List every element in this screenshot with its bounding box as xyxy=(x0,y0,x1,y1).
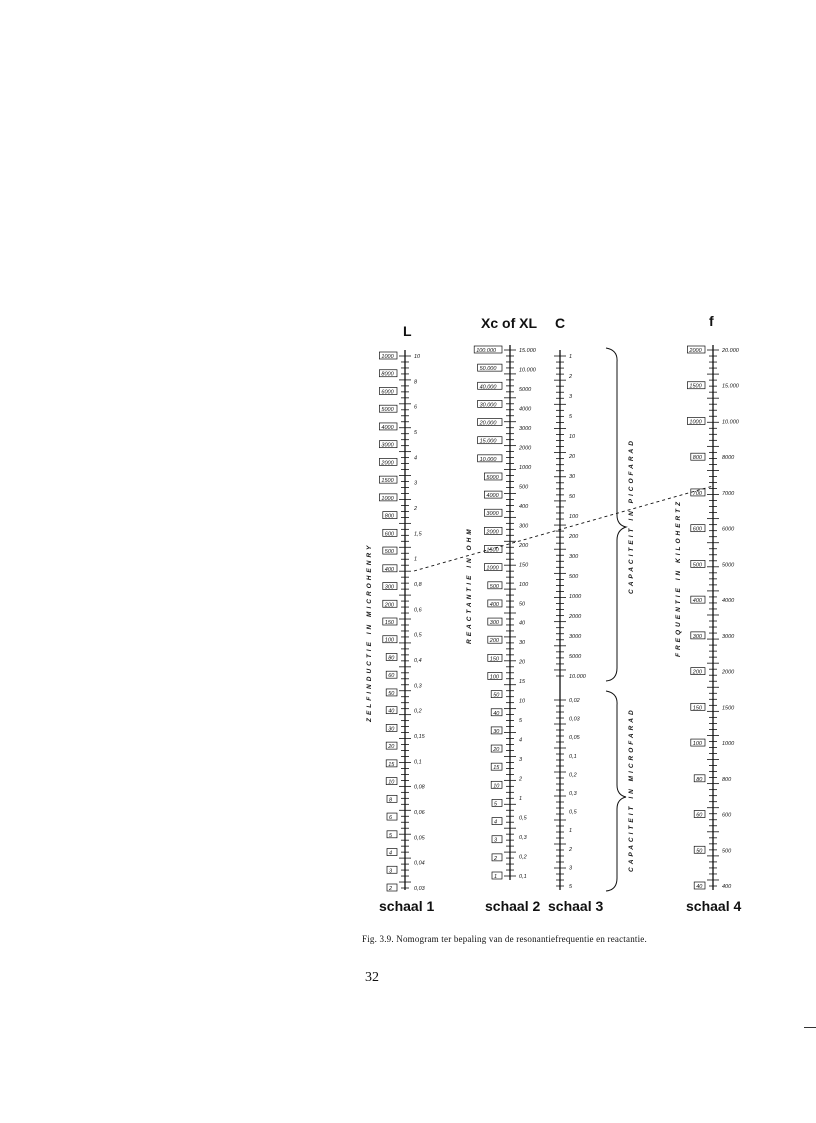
boxed-label: 200 xyxy=(489,638,499,645)
boxed-label: 40.000 xyxy=(479,384,497,391)
boxed-label: 2000 xyxy=(689,348,702,354)
boxed-label: 150 xyxy=(384,620,394,626)
tick-label: 3000 xyxy=(722,633,735,640)
side-title-f: FREQUENTIE IN KILOHERTZ xyxy=(675,498,682,657)
tick-label: 5000 xyxy=(722,562,735,569)
boxed-label: 40 xyxy=(696,884,703,890)
tick-label: 5000 xyxy=(519,386,532,393)
tick-label: 0,5 xyxy=(519,815,527,822)
tick-label: 10 xyxy=(519,698,526,705)
tick-label: 0,05 xyxy=(414,835,425,842)
tick-label: 0,04 xyxy=(414,860,425,867)
tick-label: 2 xyxy=(569,846,573,853)
side-title-L: ZELFINDUCTIE IN MICROHENRY xyxy=(366,542,373,722)
boxed-label: 500 xyxy=(384,549,394,556)
tick-label: 0,6 xyxy=(414,607,422,614)
boxed-label: 4000 xyxy=(486,493,499,500)
side-title-C-pico: CAPACITEIT IN PICOFARAD xyxy=(628,438,635,594)
tick-label: 3 xyxy=(519,757,523,764)
boxed-label: 10.000 xyxy=(479,456,497,463)
boxed-label: 300 xyxy=(692,633,702,640)
boxed-label: 2000 xyxy=(486,529,499,536)
tick-label: 5 xyxy=(569,414,573,420)
boxed-label: 300 xyxy=(489,620,499,627)
boxed-label: 5000 xyxy=(381,407,394,414)
boxed-label: 50.000 xyxy=(479,366,497,373)
boxed-label: 50 xyxy=(388,690,395,697)
boxed-label: 5000 xyxy=(486,474,499,481)
brace-picofarad xyxy=(606,348,626,681)
scale-ticks xyxy=(399,350,719,888)
tick-label: 1,5 xyxy=(414,531,422,538)
boxed-label: 10 xyxy=(493,783,500,790)
boxed-label: 1000 xyxy=(381,354,394,360)
tick-label: 3000 xyxy=(569,634,582,640)
tick-label: 2 xyxy=(519,776,523,783)
tick-label: 20 xyxy=(519,659,526,666)
heading-f: f xyxy=(709,313,714,329)
tick-label: 0,03 xyxy=(414,886,425,892)
tick-label: 10.000 xyxy=(722,419,739,426)
tick-label: 600 xyxy=(722,812,732,819)
heading-X: Xc of XL xyxy=(481,315,538,331)
tick-label: 1000 xyxy=(519,464,532,471)
boxed-label: 1000 xyxy=(689,419,702,426)
boxed-label: 4000 xyxy=(381,424,394,431)
tick-label: 500 xyxy=(722,848,732,855)
tick-label: 6 xyxy=(414,404,418,411)
heading-C: C xyxy=(555,315,566,331)
scan-edge-mark xyxy=(804,1027,816,1028)
tick-label: 4000 xyxy=(519,406,532,413)
heading-L: L xyxy=(403,323,412,339)
tick-label: 5 xyxy=(519,718,523,725)
tick-label: 0,06 xyxy=(414,810,425,816)
boxed-label: 600 xyxy=(692,526,702,533)
scale-name-2: schaal 2 xyxy=(485,898,541,914)
tick-label: 0,1 xyxy=(569,753,577,760)
tick-label: 15.000 xyxy=(722,383,739,390)
tick-label: 6000 xyxy=(722,526,735,533)
boxed-label: 60 xyxy=(696,812,703,819)
tick-label: 1000 xyxy=(569,594,582,600)
page-number: 32 xyxy=(365,970,379,985)
tick-label: 3 xyxy=(414,480,418,487)
tick-label: 1 xyxy=(569,828,573,835)
boxed-label: 15.000 xyxy=(479,438,497,445)
boxed-label: 80 xyxy=(388,655,395,662)
boxed-label: 400 xyxy=(489,601,499,608)
tick-label: 4 xyxy=(414,455,418,462)
boxed-label: 300 xyxy=(384,584,394,591)
tick-label: 150 xyxy=(519,562,529,569)
boxed-label: 2 xyxy=(494,855,498,862)
tick-label: 0,3 xyxy=(569,791,577,797)
boxed-label: 30.000 xyxy=(479,402,497,409)
tick-label: 300 xyxy=(569,554,579,560)
tick-label: 1 xyxy=(519,796,523,803)
boxed-label: 6 xyxy=(389,815,393,822)
boxed-label: 20 xyxy=(388,744,395,751)
boxed-label: 800 xyxy=(692,455,702,462)
tick-label: 30 xyxy=(569,474,576,480)
side-title-X: REACTANTIE IN OHM xyxy=(466,526,473,644)
tick-label: 0,1 xyxy=(519,874,527,880)
tick-label: 5000 xyxy=(569,654,582,660)
boxed-label: 40 xyxy=(493,710,500,717)
boxed-label: 30 xyxy=(493,728,500,735)
tick-label: 100 xyxy=(569,514,579,520)
boxed-label: 1000 xyxy=(486,565,499,572)
boxed-label: 2000 xyxy=(381,460,394,467)
boxed-label: 500 xyxy=(489,583,499,590)
tick-label: 10 xyxy=(569,434,576,440)
tick-label: 15 xyxy=(519,679,526,686)
tick-label: 20.000 xyxy=(722,348,739,354)
boxed-label: 1 xyxy=(494,874,498,880)
boxed-label: 100 xyxy=(489,674,499,681)
boxed-label: 100 xyxy=(384,637,394,644)
tick-label: 800 xyxy=(722,776,732,783)
tick-label: 8 xyxy=(414,379,418,386)
boxed-label: 400 xyxy=(692,598,702,605)
tick-label: 1000 xyxy=(722,741,735,748)
boxed-label: 100 xyxy=(692,741,702,748)
tick-label: 4000 xyxy=(722,598,735,605)
boxed-label: 10 xyxy=(388,779,395,786)
tick-label: 5 xyxy=(414,430,418,436)
boxed-label: 1500 xyxy=(381,478,394,485)
boxed-label: 50 xyxy=(493,692,500,699)
tick-label: 0,2 xyxy=(414,708,422,715)
tick-label: 50 xyxy=(569,494,576,500)
brace-microfarad xyxy=(606,691,626,891)
boxed-label: 40 xyxy=(388,708,395,715)
tick-label: 100 xyxy=(519,581,529,588)
boxed-label: 200 xyxy=(692,669,702,676)
boxed-label: 3000 xyxy=(486,511,499,518)
tick-label: 3000 xyxy=(519,425,532,432)
tick-label: 0,5 xyxy=(569,809,577,816)
tick-label: 0,3 xyxy=(519,835,527,842)
tick-label: 200 xyxy=(519,542,529,549)
boxed-label: 3 xyxy=(389,868,393,875)
tick-label: 2000 xyxy=(519,445,532,452)
boxed-label: 1000 xyxy=(381,495,394,502)
tick-label: 2 xyxy=(414,506,418,512)
boxed-label: 100.000 xyxy=(476,348,497,354)
tick-label: 500 xyxy=(569,574,579,580)
tick-label: 50 xyxy=(519,601,526,608)
tick-label: 2000 xyxy=(569,614,582,620)
tick-label: 0,15 xyxy=(414,734,425,740)
boxed-label: 8 xyxy=(389,797,393,804)
tick-label: 20 xyxy=(569,454,576,460)
boxed-label: 200 xyxy=(384,602,394,609)
tick-label: 200 xyxy=(569,534,579,540)
tick-label: 10.000 xyxy=(569,674,586,680)
boxed-label: 15 xyxy=(388,761,395,768)
figure-caption: Fig. 3.9. Nomogram ter bepaling van de resonantiefrequentie en reactantie. xyxy=(362,934,647,944)
scale-name-3: schaal 3 xyxy=(548,898,604,914)
boxed-label: 4 xyxy=(389,850,393,857)
boxed-label: 700 xyxy=(692,490,702,497)
boxed-label: 6000 xyxy=(381,389,394,396)
tick-label: 500 xyxy=(519,484,529,491)
tick-label: 10 xyxy=(414,354,421,360)
boxed-label: 20 xyxy=(493,747,500,754)
scale-name-4: schaal 4 xyxy=(686,898,742,914)
boxed-label: 80 xyxy=(696,776,703,783)
tick-label: 0,8 xyxy=(414,582,422,588)
tick-label: 0,4 xyxy=(414,658,422,664)
boxed-label: 1500 xyxy=(689,383,702,390)
tick-label: 0,02 xyxy=(569,698,580,704)
boxed-label: 800 xyxy=(384,513,394,520)
tick-label: 300 xyxy=(519,523,529,530)
boxed-label: 600 xyxy=(384,531,394,538)
tick-label: 8000 xyxy=(722,455,735,462)
boxed-label: 8000 xyxy=(381,371,394,378)
tick-label: 5 xyxy=(569,884,573,890)
boxed-label: 15 xyxy=(493,765,500,772)
boxed-label: 150 xyxy=(489,656,499,663)
tick-label: 40 xyxy=(519,620,526,627)
tick-label: 7000 xyxy=(722,490,735,497)
tick-label: 3 xyxy=(569,394,573,400)
boxed-label: 2 xyxy=(389,886,393,892)
boxed-label: 3000 xyxy=(381,442,394,449)
boxed-label: 400 xyxy=(384,566,394,573)
tick-label: 0,2 xyxy=(569,772,577,779)
tick-label: 0,1 xyxy=(414,759,422,766)
boxed-label: 3 xyxy=(494,837,498,844)
boxed-label: 1500 xyxy=(486,547,499,554)
tick-label: 0,08 xyxy=(414,784,425,791)
boxed-label: 50 xyxy=(696,848,703,855)
boxed-label: 5 xyxy=(494,801,498,808)
tick-label: 30 xyxy=(519,640,526,647)
tick-label: 0,5 xyxy=(414,632,422,639)
tick-label: 2000 xyxy=(722,669,735,676)
boxed-label: 30 xyxy=(388,726,395,733)
scale-name-1: schaal 1 xyxy=(379,898,435,914)
tick-label: 1 xyxy=(414,556,418,563)
tick-label: 4 xyxy=(519,737,523,744)
tick-label: 400 xyxy=(519,503,529,510)
boxed-label: 20.000 xyxy=(479,420,497,427)
tick-label: 0,3 xyxy=(414,683,422,690)
boxed-label: 60 xyxy=(388,673,395,680)
tick-label: 2 xyxy=(569,374,573,380)
boxed-label: 150 xyxy=(692,705,702,712)
tick-label: 0,05 xyxy=(569,735,580,742)
side-title-C-micro: CAPACITEIT IN MICROFARAD xyxy=(628,707,635,872)
boxed-label: 5 xyxy=(389,832,393,839)
tick-label: 15.000 xyxy=(519,348,536,354)
tick-label: 10.000 xyxy=(519,367,536,374)
tick-label: 0,2 xyxy=(519,854,527,861)
boxed-label: 4 xyxy=(494,819,498,826)
tick-label: 1500 xyxy=(722,705,735,712)
index-line xyxy=(414,486,713,571)
tick-label: 3 xyxy=(569,865,573,872)
tick-label: 0,03 xyxy=(569,716,580,723)
boxed-label: 500 xyxy=(692,562,702,569)
tick-label: 1 xyxy=(569,354,573,360)
tick-label: 400 xyxy=(722,884,732,890)
